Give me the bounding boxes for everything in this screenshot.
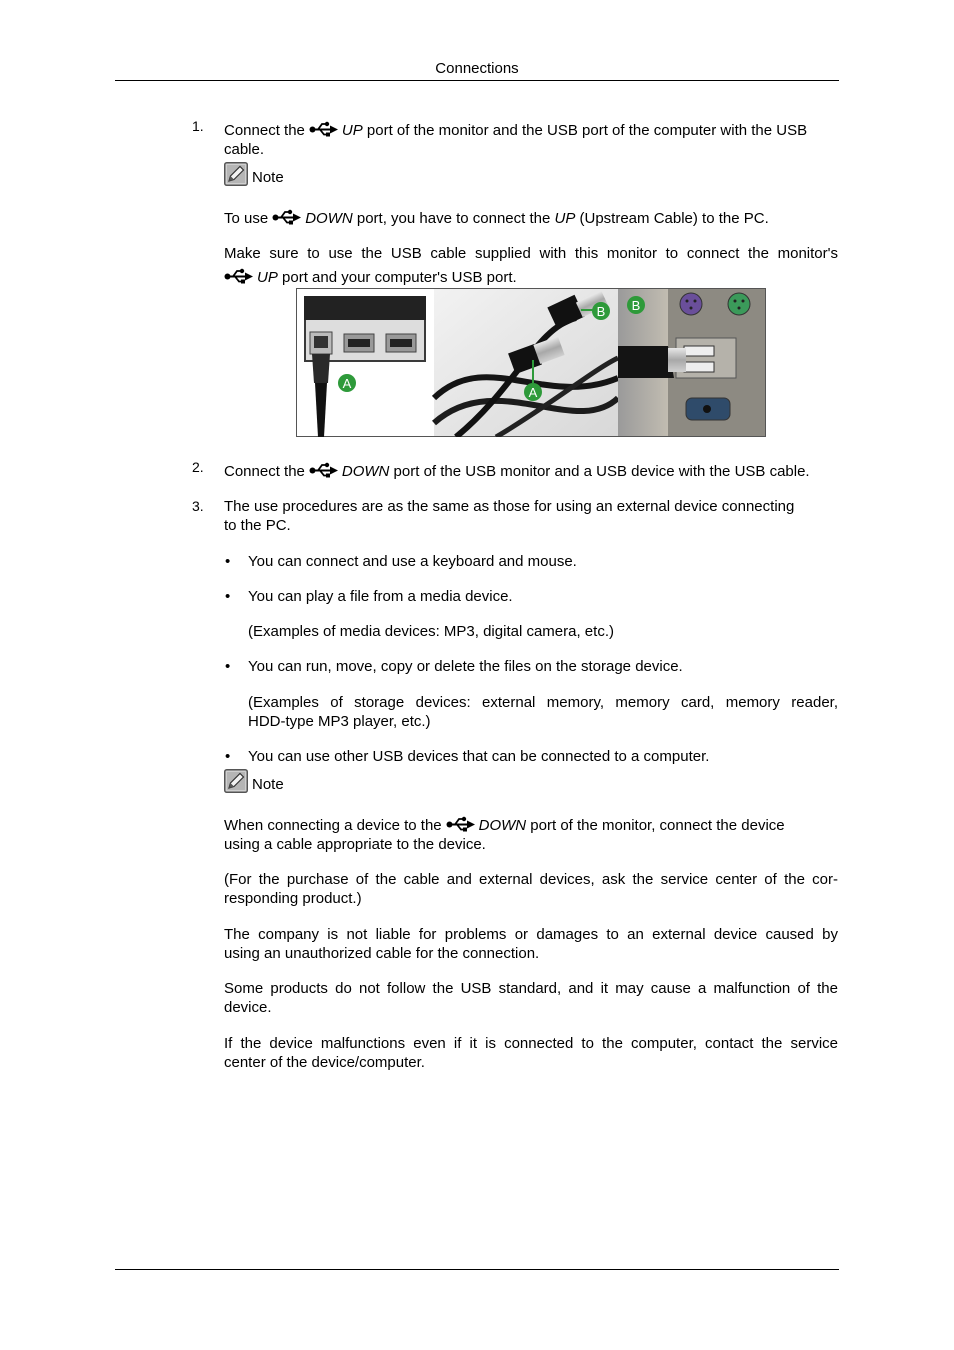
step-1-pre: Connect the xyxy=(224,122,305,139)
note-2-paragraph-5-line-1: If the device malfunctions even if it is connected to the computer, contact the service xyxy=(224,1035,838,1052)
bullet-other-usb: You can use other USB devices that can be connected to a computer. xyxy=(248,748,710,765)
note-label: Note xyxy=(252,776,284,793)
step-number: 3. xyxy=(192,498,204,514)
note-icon xyxy=(224,162,248,186)
step-1-line-1 xyxy=(224,121,838,140)
bullet-media-device: You can play a file from a media device. xyxy=(248,588,513,605)
note-2-paragraph-1-line-2: using a cable appropriate to the device. xyxy=(224,836,486,853)
bullet-mark: • xyxy=(225,658,231,675)
usb-icon xyxy=(309,121,339,137)
bullet-mark: • xyxy=(225,588,231,605)
step-2-post: port of the USB monitor and a USB device with the USB cable. xyxy=(389,463,810,480)
bullet-mark: • xyxy=(225,553,231,570)
port-label-up: UP xyxy=(341,122,363,139)
bullet-mark: • xyxy=(225,748,231,765)
note-2-paragraph-3-line-1: The company is not liable for problems or damages to an external device caused by xyxy=(224,926,838,943)
port-label-up: UP xyxy=(257,269,278,286)
note-icon xyxy=(224,769,248,793)
step-1-line-2: cable. xyxy=(224,141,265,158)
examples-media: (Examples of media devices: MP3, digital camera, etc.) xyxy=(248,623,614,640)
note-2-paragraph-2-line-2: responding product.) xyxy=(224,890,362,907)
figure-label-b: B xyxy=(631,298,641,313)
note-2-paragraph-3-line-2: using an unauthorized cable for the connection. xyxy=(224,945,540,962)
note-1-p2-post: port and your computer's USB port. xyxy=(277,269,517,286)
note-2-paragraph-4-line-1: Some products do not follow the USB standard, and it may cause a malfunction of the xyxy=(224,980,838,997)
note-1-p1-pre: To use xyxy=(224,210,269,227)
note-1-paragraph-2-line-2 xyxy=(224,268,838,287)
usb-icon xyxy=(272,209,302,225)
figure-label-b: B xyxy=(596,304,606,319)
page-header-title: Connections xyxy=(435,60,519,77)
note-label: Note xyxy=(252,169,284,186)
note-1-paragraph-2-line-1: Make sure to use the USB cable supplied with this monitor to connect the monitor's xyxy=(224,245,838,262)
examples-storage-line-2: HDD-type MP3 player, etc.) xyxy=(248,713,431,730)
step-3-line-2: to the PC. xyxy=(224,517,291,534)
usb-icon xyxy=(309,462,339,478)
note-2-p1-post: port of the monitor, connect the device xyxy=(526,817,785,834)
port-label-down: DOWN xyxy=(341,463,390,480)
note-2-paragraph-4-line-2: device. xyxy=(224,999,272,1016)
figure-label-a: A xyxy=(528,385,538,400)
step-number: 2. xyxy=(192,459,204,475)
step-2-pre: Connect the xyxy=(224,463,305,480)
port-label-down: DOWN xyxy=(305,210,353,227)
usb-icon xyxy=(446,816,476,832)
note-heading xyxy=(224,767,284,793)
footer-rule xyxy=(115,1269,839,1270)
figure-label-a: A xyxy=(342,376,352,391)
note-2-paragraph-1-line-1 xyxy=(224,816,838,835)
bullet-storage-device: You can run, move, copy or delete the files on the storage device. xyxy=(248,658,683,675)
step-1-post: port of the monitor and the USB port of the computer with the USB xyxy=(362,122,808,139)
note-2-paragraph-5-line-2: center of the device/computer. xyxy=(224,1054,425,1071)
usb-icon xyxy=(224,268,254,284)
header-rule xyxy=(115,80,839,81)
bullet-keyboard-mouse: You can connect and use a keyboard and mouse. xyxy=(248,553,577,570)
examples-storage-line-1: (Examples of storage devices: external memory, memory card, memory reader, xyxy=(248,694,838,711)
note-1-p1-mid: port, you have to connect the xyxy=(352,210,555,227)
note-2-paragraph-2-line-1: (For the purchase of the cable and external devices, ask the service center of the cor- xyxy=(224,871,838,888)
usb-connection-photo xyxy=(296,288,766,437)
note-1-p1-post: (Upstream Cable) to the PC. xyxy=(575,210,769,227)
step-3-line-1: The use procedures are as the same as those for using an external device connecting xyxy=(224,498,795,515)
step-number: 1. xyxy=(192,118,204,134)
note-2-p1-pre: When connecting a device to the xyxy=(224,817,442,834)
port-label-up: UP xyxy=(554,210,576,227)
note-1-paragraph-1 xyxy=(224,209,838,228)
step-2-text xyxy=(224,462,838,481)
port-label-down: DOWN xyxy=(478,817,527,834)
note-heading xyxy=(224,160,284,186)
